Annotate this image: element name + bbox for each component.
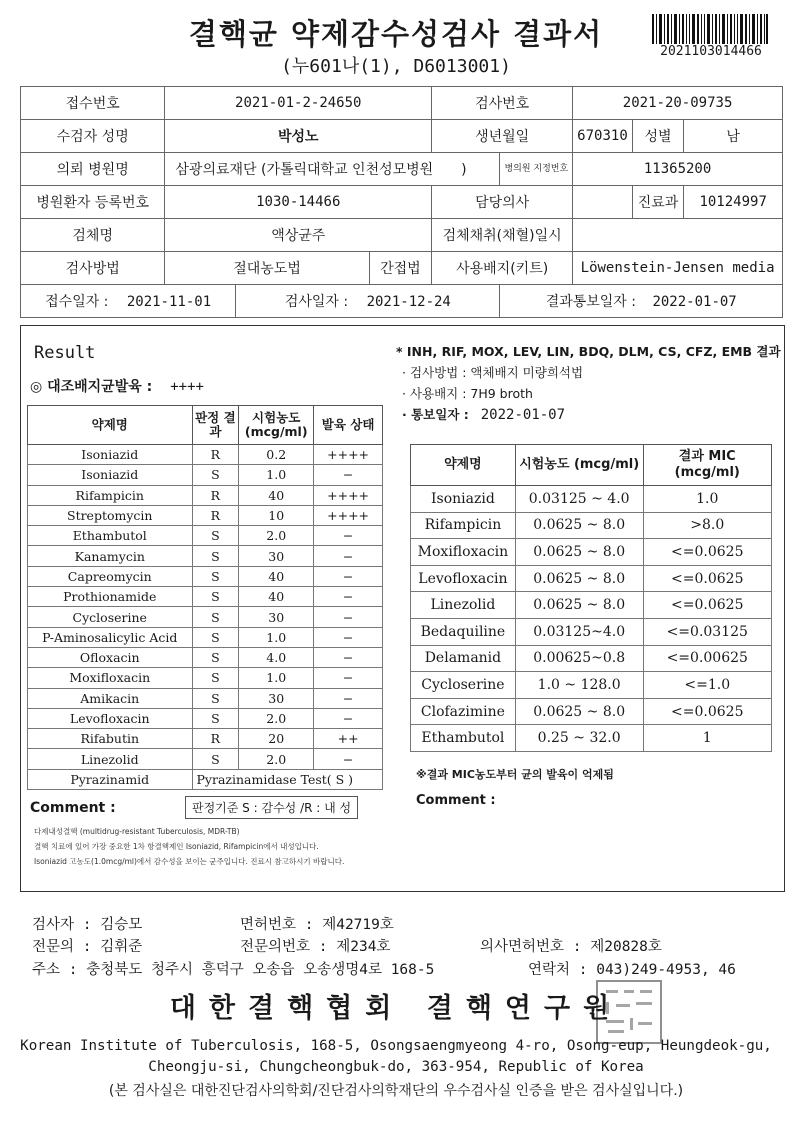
license-no: 면허번호 : 제42719호 xyxy=(240,917,394,933)
growth-cell: ++++ xyxy=(314,505,383,525)
tested-date-value: 2021-12-24 xyxy=(366,294,451,310)
conc-cell: 40 xyxy=(239,566,314,586)
conc-cell: 1.0 xyxy=(239,668,314,688)
mic-conc-cell: 0.25 ~ 32.0 xyxy=(515,725,643,752)
susceptibility-row xyxy=(28,607,383,627)
hospital-code-label: 병의원 지정번호 xyxy=(500,153,573,186)
mic-result-cell: <=1.0 xyxy=(643,672,771,699)
birth-value: 670310 xyxy=(573,120,633,153)
conc-cell: 1.0 xyxy=(239,627,314,647)
comment-notes xyxy=(34,824,344,869)
collect-value xyxy=(573,219,783,252)
sex-label: 성별 xyxy=(632,120,684,153)
drug-cell: Prothionamide xyxy=(28,587,193,607)
growth-cell: − xyxy=(314,627,383,647)
document-title: 결핵균 약제감수성검사 결과서 xyxy=(188,17,604,51)
mic-table xyxy=(410,444,772,752)
mic-method: · 검사방법 : 액체배지 미량희석법 xyxy=(402,365,584,380)
drug-cell: Cycloserine xyxy=(28,607,193,627)
susceptibility-row xyxy=(28,749,383,769)
barcode-image xyxy=(652,14,768,44)
growth-cell: ++++ xyxy=(314,485,383,505)
mic-medium: · 사용배지 : 7H9 broth xyxy=(402,386,533,401)
mic-note: ※결과 MIC농도부터 균의 발육이 억제됨 xyxy=(416,768,614,781)
tested-date-label: 검사일자 : xyxy=(284,294,349,310)
judge-cell: R xyxy=(192,445,239,465)
mic-result-cell: <=0.0625 xyxy=(643,592,771,619)
mic-conc-cell: 0.0625 ~ 8.0 xyxy=(515,592,643,619)
mic-conc-cell: 0.00625~0.8 xyxy=(515,645,643,672)
drug-cell: Ethambutol xyxy=(28,526,193,546)
certification-note: (본 검사실은 대한진단검사의학회/진단검사의학재단의 우수검사실 인증을 받은 검사실입니다.) xyxy=(108,1083,684,1099)
dept-value: 10124997 xyxy=(684,186,783,219)
received-date-label: 접수일자 : xyxy=(45,294,109,310)
doctor-value xyxy=(573,186,633,219)
mic-result-cell: <=0.0625 xyxy=(643,565,771,592)
hospital-code-value: 11365200 xyxy=(573,153,783,186)
mic-result-cell: <=0.0625 xyxy=(643,539,771,566)
mic-result-cell: 1.0 xyxy=(643,486,771,513)
susceptibility-row xyxy=(28,668,383,688)
patient-no-value: 1030-14466 xyxy=(165,186,432,219)
mic-row xyxy=(411,725,772,752)
susceptibility-row xyxy=(28,708,383,728)
medium-value: Löwenstein-Jensen media xyxy=(573,252,783,285)
organization-name: 대한결핵협회 결핵연구원 xyxy=(169,993,623,1024)
mic-row xyxy=(411,645,772,672)
judge-cell: S xyxy=(192,465,239,485)
susceptibility-row xyxy=(28,587,383,607)
judge-cell: S xyxy=(192,708,239,728)
drug-cell: Capreomycin xyxy=(28,566,193,586)
conc-cell: 40 xyxy=(239,587,314,607)
growth-cell: − xyxy=(314,465,383,485)
english-address xyxy=(0,1036,792,1078)
criteria-box: 판정기준 S : 감수성 /R : 내 성 xyxy=(185,796,358,819)
growth-cell: − xyxy=(314,607,383,627)
method-value-2: 간접법 xyxy=(369,252,431,285)
patient-name-value: 박성노 xyxy=(165,120,432,153)
inspector: 검사자 : 김승모 xyxy=(32,917,143,933)
growth-cell: − xyxy=(314,546,383,566)
conc-cell: 30 xyxy=(239,546,314,566)
specimen-value: 액상균주 xyxy=(165,219,432,252)
mic-drug-cell: Bedaquiline xyxy=(411,618,516,645)
barcode-number: 2021103014466 xyxy=(660,44,762,59)
result-heading: Result xyxy=(34,343,96,363)
mic-drug-cell: Ethambutol xyxy=(411,725,516,752)
dept-label: 진료과 xyxy=(632,186,684,219)
hospital-value: 삼광의료재단 (가톨릭대학교 인천성모병원 ) xyxy=(165,153,500,186)
conc-cell: 20 xyxy=(239,729,314,749)
mic-row xyxy=(411,539,772,566)
name-label: 수검자 성명 xyxy=(21,120,165,153)
drug-cell: Rifampicin xyxy=(28,485,193,505)
note-line: Isoniazid 고농도(1.0mcg/ml)에서 감수성을 보이는 균주입니다. 진료시 참고하시기 바랍니다. xyxy=(34,857,345,866)
mic-conc-cell: 0.0625 ~ 8.0 xyxy=(515,565,643,592)
mic-drug-cell: Clofazimine xyxy=(411,698,516,725)
mic-drug-cell: Isoniazid xyxy=(411,486,516,513)
note-line: 결핵 치료에 있어 가장 중요한 1차 항결핵제인 Isoniazid, Rifampicin에서 내성입니다. xyxy=(34,842,319,851)
contact: 연락처 : 043)249-4953, 46 xyxy=(528,962,736,978)
mic-result-cell: <=0.0625 xyxy=(643,698,771,725)
mic-test-info xyxy=(396,341,781,426)
sex-value: 남 xyxy=(684,120,783,153)
english-address-line: Cheongju-si, Chungcheongbuk-do, 363-954, Republic of Korea xyxy=(148,1059,644,1075)
test-no-value: 2021-20-09735 xyxy=(573,87,783,120)
mic-conc-cell: 0.0625 ~ 8.0 xyxy=(515,539,643,566)
susceptibility-row xyxy=(28,729,383,749)
english-address-line: Korean Institute of Tuberculosis, 168-5, Osongsaengmyeong 4-ro, Osong-eup, Heungdeok-gu, xyxy=(20,1038,772,1054)
note-line: 다제내성결핵 (multidrug-resistant Tuberculosis, MDR-TB) xyxy=(34,827,240,836)
mic-row xyxy=(411,486,772,513)
patient-info-table xyxy=(20,86,783,318)
conc-cell: 40 xyxy=(239,485,314,505)
susceptibility-row xyxy=(28,688,383,708)
reported-date-value: 2022-01-07 xyxy=(652,294,737,310)
drug-cell: Kanamycin xyxy=(28,546,193,566)
col-conc-header: 시험농도 (mcg/ml) xyxy=(239,406,314,445)
receipt-no-label: 접수번호 xyxy=(21,87,165,120)
judge-cell: S xyxy=(192,688,239,708)
conc-cell: 1.0 xyxy=(239,465,314,485)
mic-drug-cell: Cycloserine xyxy=(411,672,516,699)
doctor-label: 담당의사 xyxy=(432,186,573,219)
conc-cell: 30 xyxy=(239,688,314,708)
susceptibility-row xyxy=(28,445,383,465)
judge-cell: S xyxy=(192,546,239,566)
mic-report-date: 2022-01-07 xyxy=(480,407,566,423)
method-value-1: 절대농도법 xyxy=(165,252,369,285)
susceptibility-row xyxy=(28,505,383,525)
drug-cell: Isoniazid xyxy=(28,445,193,465)
mic-row xyxy=(411,672,772,699)
susceptibility-row xyxy=(28,485,383,505)
conc-cell: 10 xyxy=(239,505,314,525)
drug-cell: Moxifloxacin xyxy=(28,668,193,688)
mic-drug-cell: Levofloxacin xyxy=(411,565,516,592)
mic-report-label: · 통보일자 : xyxy=(402,407,469,422)
drug-cell: Isoniazid xyxy=(28,465,193,485)
mic-row xyxy=(411,698,772,725)
mic-conc-cell: 0.0625 ~ 8.0 xyxy=(515,512,643,539)
received-date-value: 2021-11-01 xyxy=(126,294,212,310)
mic-row xyxy=(411,512,772,539)
mic-row xyxy=(411,592,772,619)
doctor-license-no: 의사면허번호 : 제20828호 xyxy=(480,939,662,955)
mic-row xyxy=(411,618,772,645)
growth-cell: ++++ xyxy=(314,445,383,465)
drug-cell: Ofloxacin xyxy=(28,647,193,667)
susceptibility-row xyxy=(28,546,383,566)
growth-cell: − xyxy=(314,526,383,546)
conc-cell: 4.0 xyxy=(239,647,314,667)
mic-conc-cell: 0.03125 ~ 4.0 xyxy=(515,486,643,513)
susceptibility-table xyxy=(27,405,383,790)
susceptibility-row xyxy=(28,526,383,546)
mic-col-conc-header: 시험농도 (mcg/ml) xyxy=(515,445,643,486)
judge-cell: S xyxy=(192,587,239,607)
mic-col-result-header: 결과 MIC (mcg/ml) xyxy=(643,445,771,486)
conc-cell: 2.0 xyxy=(239,526,314,546)
judge-cell: S xyxy=(192,566,239,586)
pza-drug: Pyrazinamid xyxy=(28,769,193,789)
patient-no-label: 병원환자 등록번호 xyxy=(21,186,165,219)
drug-cell: P-Aminosalicylic Acid xyxy=(28,627,193,647)
control-growth xyxy=(30,376,204,396)
judge-cell: S xyxy=(192,647,239,667)
growth-cell: ++ xyxy=(314,729,383,749)
mic-col-drug-header: 약제명 xyxy=(411,445,516,486)
mic-result-cell: <=0.03125 xyxy=(643,618,771,645)
growth-cell: − xyxy=(314,668,383,688)
medium-label: 사용배지(키트) xyxy=(432,252,573,285)
col-judge-header: 판정 결과 xyxy=(192,406,239,445)
susceptibility-row xyxy=(28,627,383,647)
drug-cell: Levofloxacin xyxy=(28,708,193,728)
drug-cell: Streptomycin xyxy=(28,505,193,525)
growth-cell: − xyxy=(314,587,383,607)
mic-conc-cell: 0.0625 ~ 8.0 xyxy=(515,698,643,725)
mic-result-cell: >8.0 xyxy=(643,512,771,539)
control-growth-value: ++++ xyxy=(170,379,204,395)
method-label: 검사방법 xyxy=(21,252,165,285)
col-growth-header: 발육 상태 xyxy=(314,406,383,445)
judge-cell: S xyxy=(192,607,239,627)
collect-label: 검체채취(채혈)일시 xyxy=(432,219,573,252)
comment-label: Comment : xyxy=(30,800,116,816)
address: 주소 : 충청북도 청주시 흥덕구 오송읍 오송생명4로 168-5 xyxy=(32,962,435,978)
judge-cell: S xyxy=(192,749,239,769)
growth-cell: − xyxy=(314,688,383,708)
conc-cell: 30 xyxy=(239,607,314,627)
judge-cell: R xyxy=(192,485,239,505)
susceptibility-row xyxy=(28,465,383,485)
growth-cell: − xyxy=(314,708,383,728)
mic-drugs-line: * INH, RIF, MOX, LEV, LIN, BDQ, DLM, CS, CFZ, EMB 결과 xyxy=(396,344,781,359)
reported-date-label: 결과통보일자 : xyxy=(545,294,636,310)
judge-cell: R xyxy=(192,505,239,525)
judge-cell: S xyxy=(192,526,239,546)
growth-cell: − xyxy=(314,749,383,769)
pza-result: Pyrazinamidase Test( S ) xyxy=(192,769,383,789)
mic-row xyxy=(411,565,772,592)
drug-cell: Rifabutin xyxy=(28,729,193,749)
mic-comment-label: Comment : xyxy=(416,793,496,808)
conc-cell: 0.2 xyxy=(239,445,314,465)
conc-cell: 2.0 xyxy=(239,749,314,769)
drug-cell: Linezolid xyxy=(28,749,193,769)
receipt-no-value: 2021-01-2-24650 xyxy=(165,87,432,120)
conc-cell: 2.0 xyxy=(239,708,314,728)
mic-drug-cell: Moxifloxacin xyxy=(411,539,516,566)
mic-drug-cell: Linezolid xyxy=(411,592,516,619)
susceptibility-row xyxy=(28,647,383,667)
drug-cell: Amikacin xyxy=(28,688,193,708)
mic-result-cell: 1 xyxy=(643,725,771,752)
judge-cell: S xyxy=(192,668,239,688)
test-no-label: 검사번호 xyxy=(432,87,573,120)
mic-conc-cell: 0.03125~4.0 xyxy=(515,618,643,645)
mic-drug-cell: Delamanid xyxy=(411,645,516,672)
specialist: 전문의 : 김휘준 xyxy=(32,939,143,955)
birth-label: 생년월일 xyxy=(432,120,573,153)
mic-conc-cell: 1.0 ~ 128.0 xyxy=(515,672,643,699)
control-growth-label: ◎ 대조배지균발육 : xyxy=(30,379,153,395)
susceptibility-row xyxy=(28,566,383,586)
growth-cell: − xyxy=(314,566,383,586)
judge-cell: R xyxy=(192,729,239,749)
mic-drug-cell: Rifampicin xyxy=(411,512,516,539)
specialist-no: 전문의번호 : 제234호 xyxy=(240,939,391,955)
mic-result-cell: <=0.00625 xyxy=(643,645,771,672)
specimen-label: 검체명 xyxy=(21,219,165,252)
hospital-label: 의뢰 병원명 xyxy=(21,153,165,186)
judge-cell: S xyxy=(192,627,239,647)
growth-cell: − xyxy=(314,647,383,667)
col-drug-header: 약제명 xyxy=(28,406,193,445)
document-subtitle: (누601나(1), D6013001) xyxy=(281,56,511,77)
